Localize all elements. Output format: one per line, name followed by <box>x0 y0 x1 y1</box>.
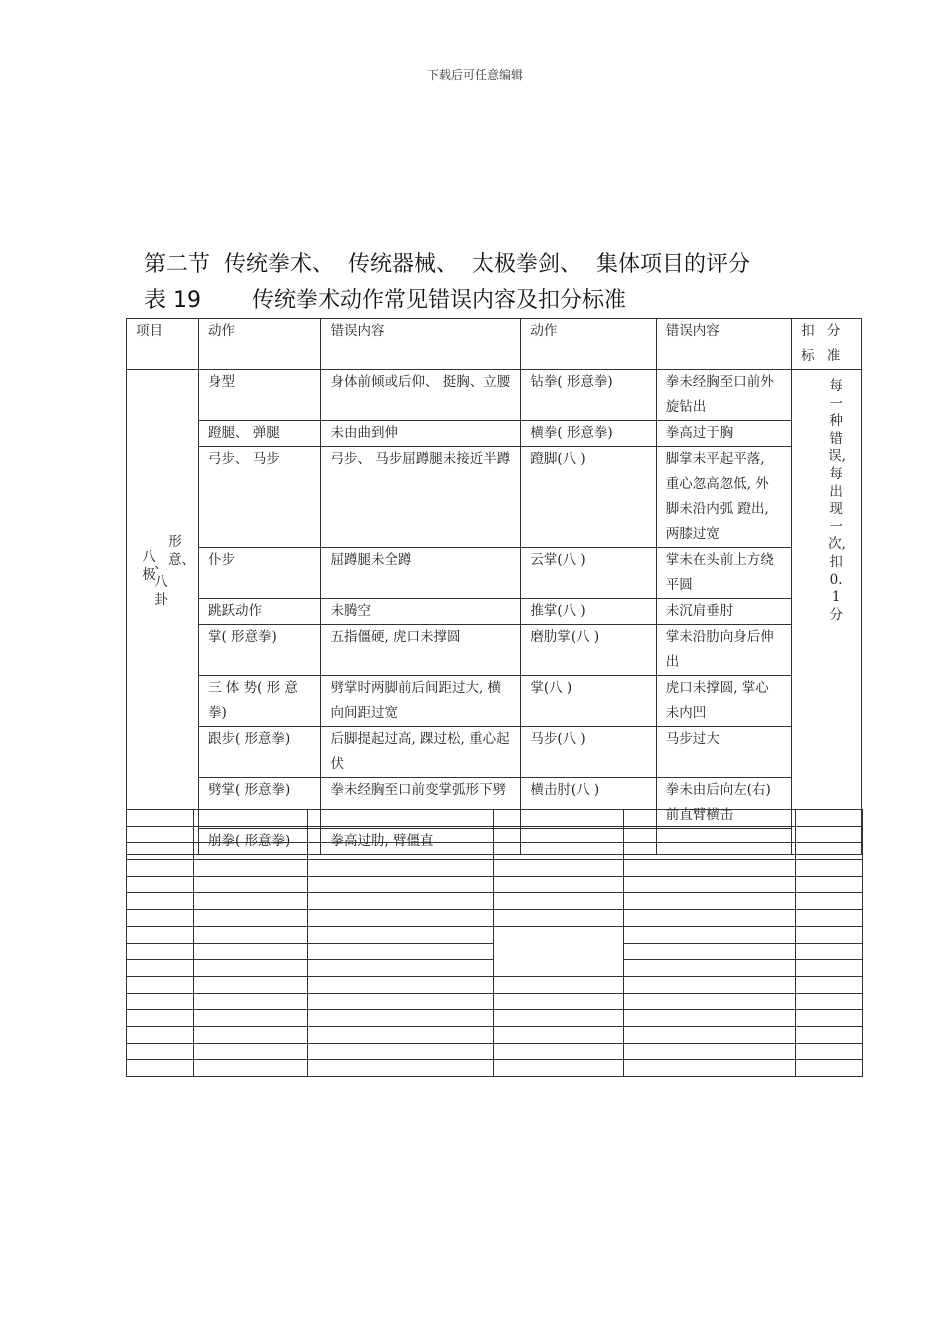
error-cell: 虎口未撑圆, 掌心未内凹 <box>656 676 791 727</box>
action-cell: 横击肘(八 ) <box>521 778 656 829</box>
action-cell: 蹬脚(八 ) <box>521 447 656 548</box>
grid-row <box>127 1060 863 1077</box>
header-action-2: 动作 <box>521 319 656 370</box>
error-cell: 拳未经胸至口前外旋钻出 <box>656 370 791 421</box>
deduction-cell <box>792 370 862 855</box>
grid-row <box>127 926 863 943</box>
section-title: 第二节 传统拳术、 传统器械、 太极拳剑、 集体项目的评分 <box>144 252 750 277</box>
action-cell: 崩拳( 形意拳) <box>198 829 320 855</box>
action-cell: 掌(八 ) <box>521 676 656 727</box>
grid-row <box>127 843 863 860</box>
table-row <box>127 370 862 421</box>
grid-row <box>127 993 863 1010</box>
table-header-row <box>127 319 862 370</box>
action-cell: 身型 <box>198 370 320 421</box>
error-cell: 未沉肩垂肘 <box>656 599 791 625</box>
action-cell: 磨肋掌(八 ) <box>521 625 656 676</box>
grid-row <box>127 1026 863 1043</box>
category-cell <box>127 370 199 855</box>
table-number: 表 19 <box>144 288 201 313</box>
error-cell: 未由曲到伸 <box>321 421 521 447</box>
error-cell: 拳未由后向左(右)前直臂横击 <box>656 778 791 829</box>
action-cell: 劈掌( 形意拳) <box>198 778 320 829</box>
action-cell: 弓步、 马步 <box>198 447 320 548</box>
action-cell: 三 体 势( 形 意 拳) <box>198 676 320 727</box>
table-row <box>127 548 862 599</box>
category-text-col-2: 、八卦 <box>154 556 168 608</box>
error-cell: 掌未沿肋向身后伸出 <box>656 625 791 676</box>
error-cell: 拳未经胸至口前变掌弧形下劈 <box>321 778 521 829</box>
header-project: 项目 <box>127 319 199 370</box>
empty-grid-table <box>126 809 863 1077</box>
error-cell: 未腾空 <box>321 599 521 625</box>
grid-row <box>127 826 863 843</box>
action-cell: 跳跃动作 <box>198 599 320 625</box>
table-row <box>127 676 862 727</box>
grid-row <box>127 876 863 893</box>
header-action-1: 动作 <box>198 319 320 370</box>
table-row <box>127 727 862 778</box>
action-cell: 跟步( 形意拳) <box>198 727 320 778</box>
error-cell: 屈蹲腿未全蹲 <box>321 548 521 599</box>
category-text-col-1: 形意、 <box>168 534 195 568</box>
action-cell: 推掌(八 ) <box>521 599 656 625</box>
grid-row <box>127 860 863 877</box>
error-cell: 身体前倾或后仰、 挺胸、立腰 <box>321 370 521 421</box>
action-cell: 蹬腿、 弹腿 <box>198 421 320 447</box>
table-row <box>127 447 862 548</box>
error-cell: 脚掌未平起平落, 重心忽高忽低, 外脚未沿内弧 蹬出, 两膝过宽 <box>656 447 791 548</box>
action-cell: 仆步 <box>198 548 320 599</box>
grid-row <box>127 976 863 993</box>
grid-row <box>127 910 863 927</box>
error-cell: 劈掌时两脚前后间距过大, 横向间距过宽 <box>321 676 521 727</box>
grid-row <box>127 810 863 827</box>
header-deduction: 扣 分 标 准 <box>792 319 862 370</box>
table-title <box>144 283 864 313</box>
table-name: 传统拳术动作常见错误内容及扣分标准 <box>252 288 627 313</box>
category-text-col-3: 八极 <box>142 549 156 583</box>
action-cell: 横拳( 形意拳) <box>521 421 656 447</box>
error-cell: 弓步、 马步屈蹲腿未接近半蹲 <box>321 447 521 548</box>
error-cell: 五指僵硬, 虎口未撑圆 <box>321 625 521 676</box>
error-cell: 马步过大 <box>656 727 791 778</box>
action-cell: 云掌(八 ) <box>521 548 656 599</box>
action-cell: 马步(八 ) <box>521 727 656 778</box>
error-cell: 拳高过于胸 <box>656 421 791 447</box>
error-cell: 掌未在头前上方绕平圆 <box>656 548 791 599</box>
error-deduction-table <box>126 318 862 855</box>
header-error-2: 错误内容 <box>656 319 791 370</box>
action-cell: 掌( 形意拳) <box>198 625 320 676</box>
table-row <box>127 599 862 625</box>
grid-row <box>127 893 863 910</box>
table-row <box>127 421 862 447</box>
download-note: 下载后可任意编辑 <box>426 68 523 82</box>
error-cell: 拳高过肋, 臂僵直 <box>321 829 521 855</box>
grid-row <box>127 1043 863 1060</box>
deduction-text: 每一种错误,每出现一次,扣0.1分 <box>828 378 846 623</box>
header-error-1: 错误内容 <box>321 319 521 370</box>
grid-row <box>127 1010 863 1027</box>
table-row <box>127 625 862 676</box>
error-cell: 后脚提起过高, 踝过松, 重心起伏 <box>321 727 521 778</box>
action-cell: 钻拳( 形意拳) <box>521 370 656 421</box>
